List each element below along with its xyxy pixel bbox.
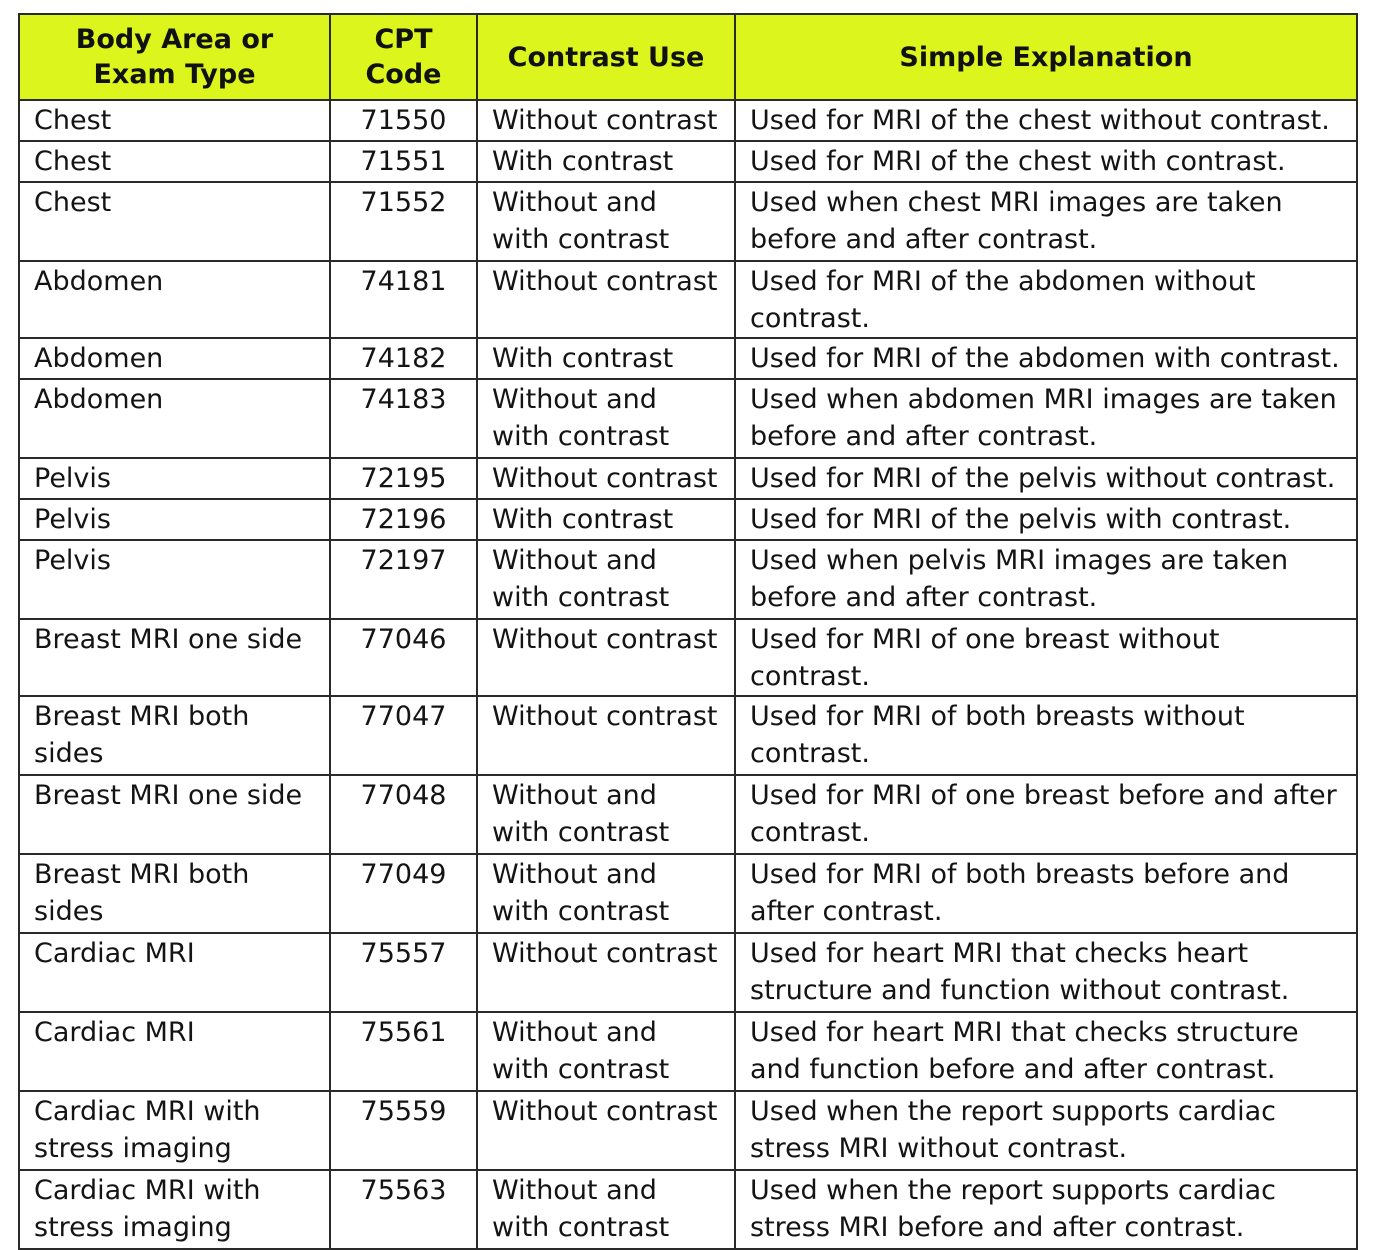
table-row (19, 1091, 1357, 1170)
code-cell: 71551 (330, 141, 477, 182)
explanation-cell: Used when abdomen MRI images are taken before and after contrast. (735, 379, 1357, 458)
explanation-cell: Used when the report supports cardiac stress MRI without contrast. (735, 1091, 1357, 1170)
explanation-cell: Used for MRI of the pelvis without contrast. (735, 458, 1357, 499)
contrast-cell: Without contrast (477, 933, 735, 1012)
area-cell: Pelvis (19, 499, 330, 540)
contrast-cell: With contrast (477, 338, 735, 379)
code-cell: 72197 (330, 540, 477, 619)
area-cell: Chest (19, 182, 330, 261)
explanation-cell: Used for MRI of both breasts without contrast. (735, 696, 1357, 775)
area-cell: Breast MRI both sides (19, 696, 330, 775)
table-row (19, 499, 1357, 540)
explanation-cell: Used for MRI of the pelvis with contrast. (735, 499, 1357, 540)
contrast-cell: Without and with contrast (477, 182, 735, 261)
code-cell: 75557 (330, 933, 477, 1012)
code-cell: 72195 (330, 458, 477, 499)
table-row (19, 619, 1357, 696)
code-cell: 75559 (330, 1091, 477, 1170)
explanation-cell: Used when pelvis MRI images are taken before and after contrast. (735, 540, 1357, 619)
table-row (19, 261, 1357, 338)
code-cell: 75563 (330, 1170, 477, 1249)
area-cell: Cardiac MRI (19, 1012, 330, 1091)
explanation-cell: Used when the report supports cardiac stress MRI before and after contrast. (735, 1170, 1357, 1249)
area-cell: Chest (19, 141, 330, 182)
code-cell: 74181 (330, 261, 477, 338)
area-cell: Abdomen (19, 261, 330, 338)
table-row (19, 379, 1357, 458)
contrast-cell: Without and with contrast (477, 854, 735, 933)
header-cpt-code: CPT Code (330, 14, 477, 100)
explanation-cell: Used for MRI of one breast before and after contrast. (735, 775, 1357, 854)
code-cell: 72196 (330, 499, 477, 540)
table-row (19, 854, 1357, 933)
explanation-cell: Used for MRI of the chest with contrast. (735, 141, 1357, 182)
contrast-cell: Without and with contrast (477, 775, 735, 854)
contrast-cell: Without contrast (477, 696, 735, 775)
contrast-cell: Without contrast (477, 1091, 735, 1170)
table-row (19, 933, 1357, 1012)
explanation-cell: Used for MRI of the abdomen with contrast. (735, 338, 1357, 379)
explanation-cell: Used for MRI of the chest without contrast. (735, 100, 1357, 141)
area-cell: Cardiac MRI (19, 933, 330, 1012)
code-cell: 74183 (330, 379, 477, 458)
code-cell: 77048 (330, 775, 477, 854)
mri-cpt-table (18, 13, 1358, 1250)
explanation-cell: Used for MRI of both breasts before and after contrast. (735, 854, 1357, 933)
area-cell: Pelvis (19, 458, 330, 499)
explanation-cell: Used for heart MRI that checks structure and function before and after contrast. (735, 1012, 1357, 1091)
table-row (19, 696, 1357, 775)
contrast-cell: Without and with contrast (477, 1012, 735, 1091)
table-container (18, 13, 1356, 1250)
contrast-cell: With contrast (477, 141, 735, 182)
table-row (19, 1170, 1357, 1249)
table-row (19, 182, 1357, 261)
header-body-area: Body Area or Exam Type (19, 14, 330, 100)
contrast-cell: With contrast (477, 499, 735, 540)
area-cell: Abdomen (19, 379, 330, 458)
area-cell: Cardiac MRI with stress imaging (19, 1170, 330, 1249)
area-cell: Cardiac MRI with stress imaging (19, 1091, 330, 1170)
explanation-cell: Used for heart MRI that checks heart structure and function without contrast. (735, 933, 1357, 1012)
area-cell: Chest (19, 100, 330, 141)
explanation-cell: Used when chest MRI images are taken before and after contrast. (735, 182, 1357, 261)
table-row (19, 100, 1357, 141)
table-row (19, 458, 1357, 499)
contrast-cell: Without and with contrast (477, 379, 735, 458)
code-cell: 74182 (330, 338, 477, 379)
contrast-cell: Without and with contrast (477, 1170, 735, 1249)
area-cell: Breast MRI one side (19, 775, 330, 854)
area-cell: Breast MRI both sides (19, 854, 330, 933)
code-cell: 75561 (330, 1012, 477, 1091)
header-contrast-use: Contrast Use (477, 14, 735, 100)
contrast-cell: Without contrast (477, 100, 735, 141)
explanation-cell: Used for MRI of one breast without contrast. (735, 619, 1357, 696)
table-row (19, 540, 1357, 619)
table-row (19, 141, 1357, 182)
contrast-cell: Without contrast (477, 619, 735, 696)
table-row (19, 775, 1357, 854)
code-cell: 71550 (330, 100, 477, 141)
area-cell: Abdomen (19, 338, 330, 379)
header-simple-explanation: Simple Explanation (735, 14, 1357, 100)
code-cell: 71552 (330, 182, 477, 261)
explanation-cell: Used for MRI of the abdomen without contrast. (735, 261, 1357, 338)
code-cell: 77046 (330, 619, 477, 696)
code-cell: 77049 (330, 854, 477, 933)
contrast-cell: Without and with contrast (477, 540, 735, 619)
header-row (19, 14, 1357, 100)
area-cell: Breast MRI one side (19, 619, 330, 696)
code-cell: 77047 (330, 696, 477, 775)
table-row (19, 1012, 1357, 1091)
table-row (19, 338, 1357, 379)
contrast-cell: Without contrast (477, 261, 735, 338)
contrast-cell: Without contrast (477, 458, 735, 499)
area-cell: Pelvis (19, 540, 330, 619)
